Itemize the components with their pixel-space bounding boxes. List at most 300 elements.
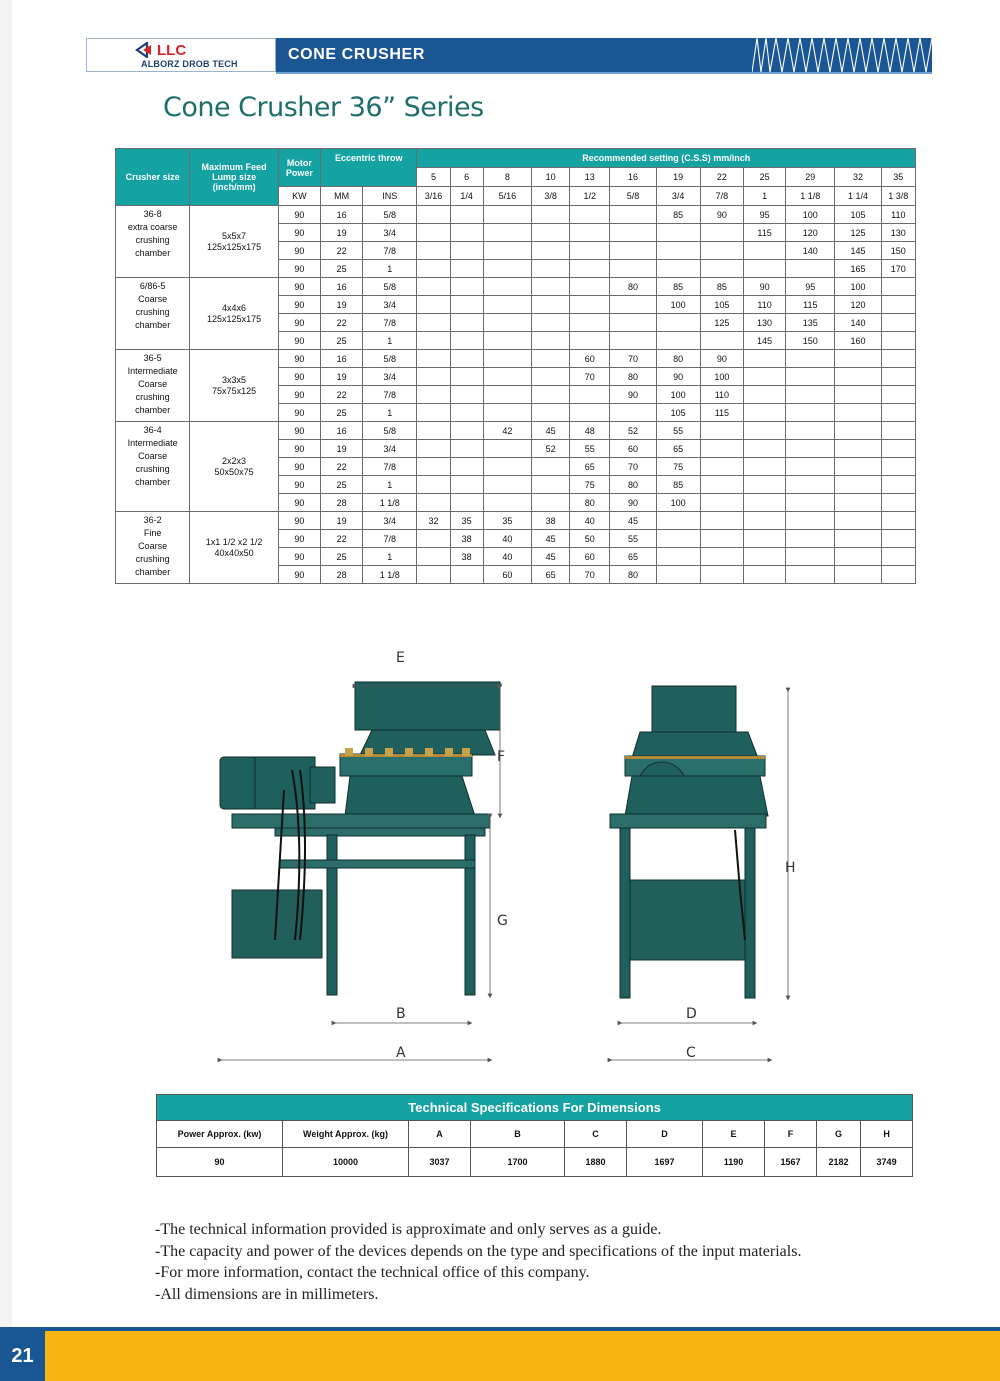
setting-value: [610, 206, 656, 224]
setting-value: [700, 512, 743, 530]
spec-values-row: [157, 1148, 913, 1177]
setting-value: [417, 404, 450, 422]
setting-value: 140: [786, 242, 835, 260]
setting-value: [835, 368, 881, 386]
setting-value: 105: [835, 206, 881, 224]
setting-value: [570, 332, 610, 350]
crusher-size-cell: 36-8 extra coarse crushing chamber: [116, 206, 190, 278]
setting-value: [786, 422, 835, 440]
setting-value: [786, 368, 835, 386]
setting-value: [483, 296, 531, 314]
setting-value: [531, 314, 569, 332]
setting-mm: 35: [881, 168, 915, 187]
cell-mm: 22: [320, 314, 362, 332]
setting-value: [531, 404, 569, 422]
setting-value: 42: [483, 422, 531, 440]
setting-value: [450, 332, 483, 350]
setting-value: [483, 260, 531, 278]
setting-value: [417, 278, 450, 296]
setting-value: [610, 224, 656, 242]
crusher-size-cell: 36-4 Intermediate Coarse crushing chamber: [116, 422, 190, 512]
setting-value: [700, 566, 743, 584]
setting-value: [656, 260, 700, 278]
cell-kw: 90: [278, 260, 320, 278]
table-row: [116, 206, 916, 224]
setting-value: 60: [483, 566, 531, 584]
setting-mm: 5: [417, 168, 450, 187]
cell-ins: 5/8: [363, 206, 417, 224]
cell-mm: 25: [320, 332, 362, 350]
setting-value: [786, 404, 835, 422]
setting-value: [835, 404, 881, 422]
setting-value: [531, 260, 569, 278]
setting-value: [786, 512, 835, 530]
setting-value: [450, 458, 483, 476]
setting-value: 35: [483, 512, 531, 530]
spec-header-cell: B: [471, 1121, 565, 1148]
cell-mm: 19: [320, 224, 362, 242]
setting-value: 110: [743, 296, 785, 314]
dim-label-b: B: [396, 1006, 406, 1022]
cell-mm: 16: [320, 350, 362, 368]
setting-value: 100: [700, 368, 743, 386]
setting-value: 60: [610, 440, 656, 458]
setting-value: 100: [656, 494, 700, 512]
setting-value: [700, 224, 743, 242]
crusher-drawing: [200, 640, 820, 1080]
setting-inch: 3/4: [656, 187, 700, 206]
setting-value: [743, 368, 785, 386]
cell-kw: 90: [278, 566, 320, 584]
setting-value: 165: [835, 260, 881, 278]
setting-value: [531, 224, 569, 242]
setting-value: [700, 530, 743, 548]
setting-value: [786, 494, 835, 512]
cell-kw: 90: [278, 440, 320, 458]
note-line: -All dimensions are in millimeters.: [155, 1285, 379, 1303]
cell-mm: 16: [320, 278, 362, 296]
cell-kw: 90: [278, 476, 320, 494]
setting-value: [700, 332, 743, 350]
setting-value: 85: [656, 206, 700, 224]
setting-value: [450, 206, 483, 224]
crusher-size-cell: 36-5 Intermediate Coarse crushing chamber: [116, 350, 190, 422]
cell-ins: 1 1/8: [363, 494, 417, 512]
setting-value: [786, 566, 835, 584]
setting-mm: 29: [786, 168, 835, 187]
setting-value: 90: [610, 386, 656, 404]
setting-value: [531, 386, 569, 404]
setting-value: 38: [531, 512, 569, 530]
setting-value: [483, 278, 531, 296]
header-underline: [276, 72, 932, 74]
dim-label-e: E: [396, 650, 405, 666]
crusher-size-header: Crusher size: [116, 149, 190, 206]
table-row: [116, 350, 916, 368]
setting-value: 70: [610, 350, 656, 368]
section-title: CONE CRUSHER: [288, 46, 425, 63]
setting-value: [417, 458, 450, 476]
setting-value: [483, 440, 531, 458]
setting-value: [786, 458, 835, 476]
setting-value: [450, 440, 483, 458]
setting-value: [743, 260, 785, 278]
setting-value: 110: [881, 206, 915, 224]
spec-header-cell: Power Approx. (kw): [157, 1121, 283, 1148]
setting-value: [531, 494, 569, 512]
setting-value: 160: [835, 332, 881, 350]
feed-size-cell: 1x1 1/2 x2 1/2 40x40x50: [190, 512, 278, 584]
spec-value-cell: 1567: [765, 1148, 817, 1177]
setting-value: 80: [610, 368, 656, 386]
setting-value: [786, 386, 835, 404]
setting-value: [417, 440, 450, 458]
setting-value: [743, 404, 785, 422]
spec-dimensions-table: [156, 1094, 913, 1177]
setting-value: 85: [700, 278, 743, 296]
setting-value: [417, 386, 450, 404]
cell-mm: 25: [320, 404, 362, 422]
setting-value: 110: [700, 386, 743, 404]
setting-value: [417, 314, 450, 332]
spec-value-cell: 3037: [409, 1148, 471, 1177]
cell-kw: 90: [278, 530, 320, 548]
cell-ins: 7/8: [363, 530, 417, 548]
cell-mm: 28: [320, 494, 362, 512]
setting-value: 35: [450, 512, 483, 530]
note-line: -The technical information provided is approximate and only serves as a guide.: [155, 1221, 662, 1238]
setting-value: [743, 566, 785, 584]
cell-ins: 1: [363, 404, 417, 422]
setting-value: [450, 404, 483, 422]
cell-mm: 25: [320, 476, 362, 494]
setting-value: [881, 332, 915, 350]
setting-value: [531, 278, 569, 296]
spec-table-title: Technical Specifications For Dimensions: [157, 1095, 913, 1121]
setting-inch: 3/16: [417, 187, 450, 206]
cell-mm: 16: [320, 422, 362, 440]
cell-mm: 19: [320, 368, 362, 386]
cell-ins: 1: [363, 260, 417, 278]
setting-value: [417, 260, 450, 278]
cell-mm: 25: [320, 548, 362, 566]
unit-mm: MM: [320, 187, 362, 206]
setting-value: [656, 314, 700, 332]
cell-kw: 90: [278, 224, 320, 242]
setting-value: [743, 548, 785, 566]
setting-value: 135: [786, 314, 835, 332]
setting-value: 48: [570, 422, 610, 440]
setting-value: [417, 368, 450, 386]
setting-value: 45: [531, 548, 569, 566]
setting-value: [483, 476, 531, 494]
setting-value: 115: [700, 404, 743, 422]
setting-value: [700, 548, 743, 566]
setting-value: [417, 548, 450, 566]
setting-value: [881, 314, 915, 332]
setting-value: [450, 368, 483, 386]
setting-value: [700, 260, 743, 278]
setting-value: 80: [610, 476, 656, 494]
setting-value: 150: [881, 242, 915, 260]
setting-value: 90: [700, 206, 743, 224]
setting-mm: 8: [483, 168, 531, 187]
setting-value: 115: [786, 296, 835, 314]
setting-value: 45: [610, 512, 656, 530]
setting-value: [483, 314, 531, 332]
setting-value: 100: [656, 386, 700, 404]
cell-ins: 3/4: [363, 296, 417, 314]
dim-label-h: H: [785, 860, 796, 876]
company-logo: [86, 38, 276, 72]
setting-value: [700, 458, 743, 476]
setting-value: [531, 242, 569, 260]
setting-value: 55: [610, 530, 656, 548]
setting-value: [483, 458, 531, 476]
setting-value: [483, 350, 531, 368]
setting-value: [656, 512, 700, 530]
setting-value: [743, 242, 785, 260]
setting-value: [656, 224, 700, 242]
note-line: -The capacity and power of the devices depends on the type and specifications of the input materials.: [155, 1242, 802, 1260]
setting-value: 65: [531, 566, 569, 584]
setting-value: [450, 566, 483, 584]
spec-value-cell: 90: [157, 1148, 283, 1177]
setting-value: [835, 530, 881, 548]
page-header: [86, 38, 932, 74]
recommended-setting-header: Recommended setting (C.S.S) mm/inch: [417, 149, 916, 168]
setting-value: [786, 476, 835, 494]
setting-value: [881, 296, 915, 314]
setting-value: [570, 260, 610, 278]
setting-value: 38: [450, 548, 483, 566]
setting-value: 125: [835, 224, 881, 242]
cell-kw: 90: [278, 458, 320, 476]
cell-kw: 90: [278, 548, 320, 566]
setting-value: 100: [835, 278, 881, 296]
setting-value: 70: [570, 566, 610, 584]
setting-value: [531, 296, 569, 314]
setting-value: [743, 350, 785, 368]
feed-size-cell: 3x3x5 75x75x125: [190, 350, 278, 422]
setting-value: [881, 386, 915, 404]
spec-value-cell: 2182: [817, 1148, 861, 1177]
cell-kw: 90: [278, 314, 320, 332]
setting-value: [700, 476, 743, 494]
setting-value: [656, 332, 700, 350]
setting-value: [743, 530, 785, 548]
side-view-right: [610, 686, 768, 998]
setting-value: 95: [743, 206, 785, 224]
setting-value: 130: [743, 314, 785, 332]
setting-value: [835, 494, 881, 512]
header-bar: [276, 38, 932, 72]
cell-kw: 90: [278, 206, 320, 224]
table-body: [116, 206, 916, 584]
setting-value: [881, 530, 915, 548]
setting-value: [570, 278, 610, 296]
setting-value: [531, 458, 569, 476]
setting-mm: 16: [610, 168, 656, 187]
setting-value: [881, 350, 915, 368]
cell-mm: 16: [320, 206, 362, 224]
setting-inch: 5/8: [610, 187, 656, 206]
setting-value: 45: [531, 530, 569, 548]
spec-header-cell: A: [409, 1121, 471, 1148]
crusher-size-cell: 36-2 Fine Coarse crushing chamber: [116, 512, 190, 584]
setting-value: [483, 206, 531, 224]
setting-value: [570, 242, 610, 260]
spec-header-cell: D: [627, 1121, 703, 1148]
setting-value: [835, 566, 881, 584]
setting-value: 40: [483, 530, 531, 548]
cell-kw: 90: [278, 296, 320, 314]
logo-mark-icon: [135, 42, 155, 58]
setting-value: [881, 512, 915, 530]
setting-value: 105: [700, 296, 743, 314]
setting-value: 40: [483, 548, 531, 566]
setting-value: [483, 242, 531, 260]
setting-value: [835, 476, 881, 494]
setting-value: 80: [610, 566, 656, 584]
setting-value: [881, 494, 915, 512]
setting-value: [881, 458, 915, 476]
setting-value: [450, 278, 483, 296]
setting-value: 65: [570, 458, 610, 476]
setting-value: 85: [656, 278, 700, 296]
setting-value: 90: [656, 368, 700, 386]
setting-value: 55: [656, 422, 700, 440]
logo-llc-text: LLC: [157, 42, 187, 59]
setting-value: 60: [570, 350, 610, 368]
cell-ins: 1: [363, 476, 417, 494]
table-row: [116, 512, 916, 530]
setting-inch: 1/4: [450, 187, 483, 206]
cell-ins: 3/4: [363, 440, 417, 458]
setting-value: 40: [570, 512, 610, 530]
setting-value: 125: [700, 314, 743, 332]
setting-value: [417, 206, 450, 224]
cell-mm: 19: [320, 296, 362, 314]
page-number: 21: [0, 1331, 45, 1381]
setting-value: 150: [786, 332, 835, 350]
setting-value: [417, 350, 450, 368]
setting-value: [743, 512, 785, 530]
setting-value: [610, 242, 656, 260]
feed-size-cell: 5x5x7 125x125x175: [190, 206, 278, 278]
setting-value: [483, 404, 531, 422]
setting-value: [881, 548, 915, 566]
setting-inch: 1/2: [570, 187, 610, 206]
spec-header-cell: H: [861, 1121, 913, 1148]
spec-value-cell: 1700: [471, 1148, 565, 1177]
setting-value: [743, 494, 785, 512]
setting-value: [417, 242, 450, 260]
spec-header-cell: E: [703, 1121, 765, 1148]
max-feed-header: Maximum Feed Lump size (inch/mm): [190, 149, 278, 206]
setting-value: [417, 566, 450, 584]
notes-block: [155, 1219, 801, 1305]
setting-value: [610, 296, 656, 314]
setting-value: [700, 494, 743, 512]
setting-value: [450, 314, 483, 332]
setting-value: [835, 440, 881, 458]
setting-value: [743, 386, 785, 404]
setting-value: [531, 350, 569, 368]
cell-kw: 90: [278, 278, 320, 296]
setting-mm: 6: [450, 168, 483, 187]
setting-value: [450, 224, 483, 242]
cell-kw: 90: [278, 512, 320, 530]
cell-mm: 22: [320, 242, 362, 260]
setting-value: 65: [610, 548, 656, 566]
setting-inch: 1 3/8: [881, 187, 915, 206]
spec-value-cell: 1697: [627, 1148, 703, 1177]
setting-value: [610, 260, 656, 278]
setting-value: 90: [700, 350, 743, 368]
spec-header-cell: C: [565, 1121, 627, 1148]
setting-value: [570, 404, 610, 422]
setting-value: [450, 296, 483, 314]
setting-value: [450, 494, 483, 512]
setting-inch: 3/8: [531, 187, 569, 206]
spec-header-cell: F: [765, 1121, 817, 1148]
setting-value: [417, 296, 450, 314]
eccentric-throw-header: Eccentric throw: [320, 149, 416, 187]
setting-value: [743, 458, 785, 476]
setting-value: [743, 422, 785, 440]
setting-value: 145: [743, 332, 785, 350]
setting-value: 170: [881, 260, 915, 278]
setting-value: [881, 404, 915, 422]
cell-ins: 5/8: [363, 278, 417, 296]
setting-value: [450, 422, 483, 440]
setting-value: [417, 494, 450, 512]
cell-mm: 22: [320, 386, 362, 404]
setting-value: [483, 224, 531, 242]
cell-ins: 7/8: [363, 386, 417, 404]
cell-kw: 90: [278, 422, 320, 440]
setting-value: [450, 386, 483, 404]
setting-mm: 25: [743, 168, 785, 187]
setting-value: 55: [570, 440, 610, 458]
cell-mm: 28: [320, 566, 362, 584]
setting-value: [786, 548, 835, 566]
setting-mm: 22: [700, 168, 743, 187]
setting-value: 70: [570, 368, 610, 386]
setting-value: 85: [656, 476, 700, 494]
cell-kw: 90: [278, 350, 320, 368]
cell-ins: 5/8: [363, 422, 417, 440]
dim-label-d: D: [686, 1006, 697, 1022]
setting-value: [881, 476, 915, 494]
setting-value: 80: [656, 350, 700, 368]
cell-ins: 3/4: [363, 512, 417, 530]
table-row: [116, 422, 916, 440]
setting-value: [881, 440, 915, 458]
setting-value: 32: [417, 512, 450, 530]
setting-mm: 13: [570, 168, 610, 187]
cell-ins: 3/4: [363, 368, 417, 386]
setting-value: [786, 440, 835, 458]
setting-value: [786, 260, 835, 278]
setting-value: [483, 386, 531, 404]
setting-value: 105: [656, 404, 700, 422]
side-view-left: [220, 682, 500, 995]
setting-value: [881, 368, 915, 386]
footer-band: [0, 1331, 1000, 1381]
spec-value-cell: 1880: [565, 1148, 627, 1177]
